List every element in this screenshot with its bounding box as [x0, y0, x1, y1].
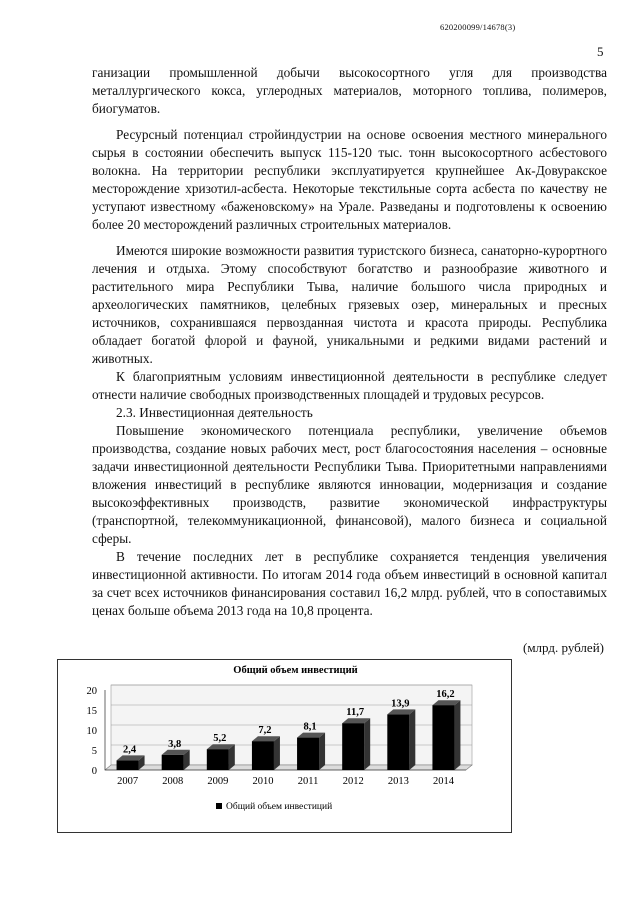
- paragraph-favorable-conditions: К благоприятным условиям инвестиционной деятельности в республике следует отнести наличие свободных производственных площадей и трудовых ресурсов.: [92, 369, 607, 402]
- chart-floor: [105, 765, 472, 770]
- y-tick-label: 20: [86, 686, 97, 697]
- body-text: [92, 64, 607, 620]
- paragraph-coal: ганизации промышленной добычи высокосортного угля для производства металлургического кокса, углеродных материалов, моторного топлива, полимеров, биогуматов.: [92, 65, 607, 116]
- paragraph-investment-activity: В течение последних лет в республике сохраняется тенденция увеличения инвестиционной активности. По итогам 2014 года объем инвестиций в основной капитал за счет всех источников финансирования составил 16,2 млрд. рублей, что в сопоставимых ценах больше объема 2013 года на 10,8 процента.: [92, 549, 607, 618]
- bar-2007: [117, 760, 139, 770]
- x-tick-label-2013: 2013: [387, 776, 409, 787]
- bar-2008: [162, 755, 184, 770]
- data-label-2010: 7,2: [258, 725, 272, 737]
- bar-2014: [432, 705, 454, 770]
- x-tick-label-2011: 2011: [297, 776, 319, 787]
- bar-2009: [207, 749, 229, 770]
- chart-title: Общий объем инвестиций: [233, 665, 358, 676]
- paragraph-tourism: Имеются широкие возможности развития туристского бизнеса, санаторно-курортного лечения и отдыха. Этому способствуют богатство и разнообразие животного и растительного мира Республики Тыва, наличие большого числа природных и археологических памятников, целебных грязевых озер, минеральных и пресных источников, сохранившаяся первозданная чистота и красота природы. Республика обладает богатой флорой и фауной, уникальными и редкими видами растений и животных.: [92, 243, 607, 366]
- legend-swatch: [216, 803, 222, 809]
- x-tick-label-2009: 2009: [207, 776, 229, 787]
- data-label-2009: 5,2: [213, 733, 227, 745]
- bar-side: [454, 700, 460, 770]
- bar-side: [274, 736, 280, 770]
- x-tick-label-2010: 2010: [252, 776, 274, 787]
- paragraph-construction-resources: Ресурсный потенциал стройиндустрии на основе освоения местного минерального сырья в состоянии обеспечить выпуск 115-120 тыс. тонн высокосортного асбестового волокна. На территории республики эксплуатируется крупнейшее Ак-Довуракское месторождение хризотил-асбеста. Некоторые текстильные сорта асбеста по качеству не уступают известному «баженовскому» на Урале. Разведаны и подготовлены к освоению более 20 месторождений различных строительных материалов.: [92, 127, 607, 232]
- bar-2011: [297, 738, 319, 770]
- section-heading: 2.3. Инвестиционная деятельность: [116, 405, 313, 420]
- data-label-2012: 11,7: [346, 707, 365, 719]
- chart-canvas: [58, 660, 511, 832]
- data-label-2013: 13,9: [391, 698, 410, 710]
- bar-2012: [342, 723, 364, 770]
- data-label-2011: 8,1: [303, 721, 317, 733]
- bar-2010: [252, 741, 274, 770]
- bar-side: [319, 733, 325, 770]
- investment-chart: [57, 659, 512, 833]
- page-number: 5: [597, 44, 604, 59]
- data-label-2014: 16,2: [436, 689, 455, 701]
- data-label-2007: 2,4: [123, 744, 137, 756]
- document-number: 620200099/14678(3): [440, 22, 516, 32]
- x-tick-label-2008: 2008: [162, 776, 184, 787]
- y-tick-label: 10: [86, 726, 97, 737]
- bar-2013: [387, 714, 409, 770]
- x-tick-label-2014: 2014: [432, 776, 454, 787]
- x-tick-label-2012: 2012: [342, 776, 364, 787]
- unit-label: (млрд. рублей): [523, 640, 604, 655]
- y-tick-label: 0: [91, 766, 97, 777]
- y-tick-label: 15: [86, 706, 97, 717]
- x-tick-label-2007: 2007: [117, 776, 139, 787]
- y-tick-label: 5: [91, 746, 97, 757]
- data-label-2008: 3,8: [168, 738, 182, 750]
- bar-side: [364, 718, 370, 770]
- legend-label: Общий объем инвестиций: [226, 802, 333, 812]
- paragraph-investment-goals: Повышение экономического потенциала республики, увеличение объемов производства, создание новых рабочих мест, рост благосостояния населения – основные задачи инвестиционной деятельности Республики Тыва. Приоритетными направлениями вложения инвестиций в республике являются инновации, модернизация и создание высокоэффективных производств, развитие экономической инфраструктуры (транспортной, телекоммуникационной, финансовой), малого бизнеса и социальной сферы.: [92, 423, 607, 546]
- bar-side: [409, 709, 415, 770]
